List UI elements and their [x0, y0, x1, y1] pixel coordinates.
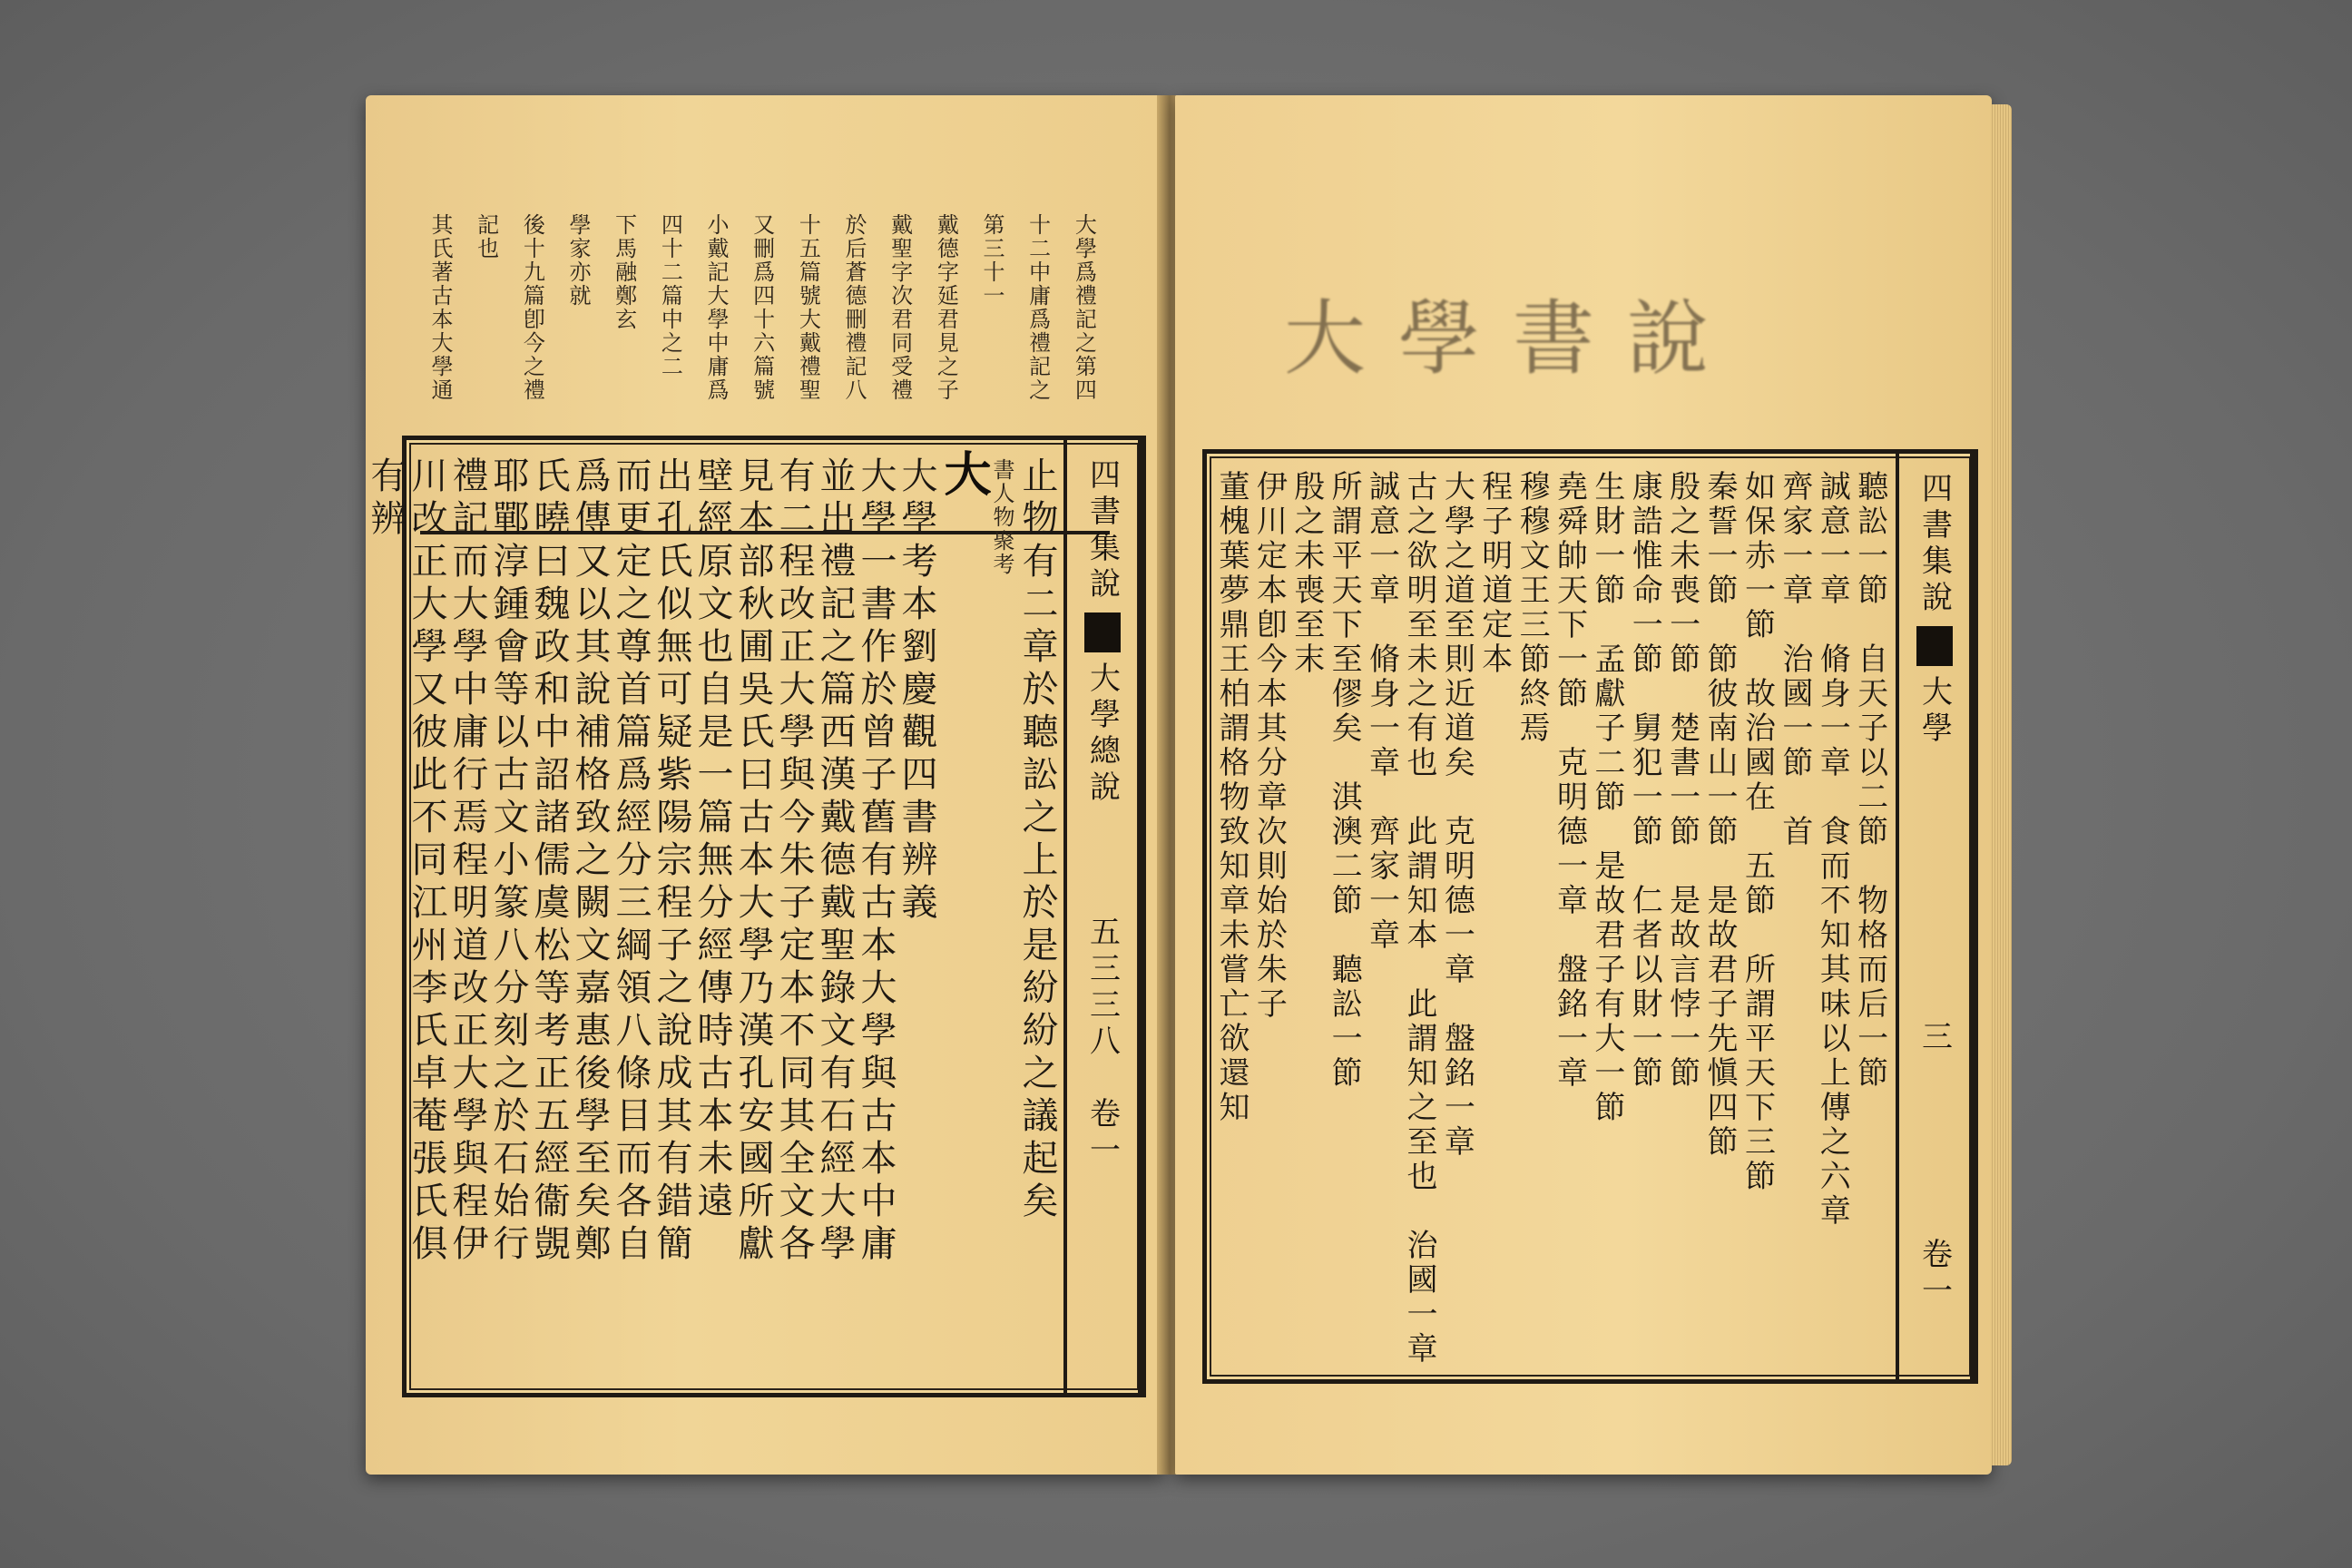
text-column: 董槐葉夢鼎王柏謂格物致知章未嘗亡欲還知: [1213, 470, 1250, 1125]
left-page: [366, 95, 1164, 1475]
note-column: 戴德字延君見之子: [933, 213, 959, 402]
text-column: 齊家一章 治國一節 首: [1776, 470, 1813, 849]
text-column: 川改正大學又彼此不同江州李氏卓菴張氏俱: [406, 456, 447, 1267]
text-column: 誠意一章 脩身一章 齊家一章: [1363, 470, 1400, 953]
text-column: 誠意一章 脩身一章 食而不知其味以上傳之六章: [1814, 470, 1851, 1229]
note-column: 戴聖字次君同受禮: [887, 213, 913, 402]
bleed-through-char: 書: [1513, 291, 1594, 387]
open-book: [358, 95, 2010, 1475]
bleed-through-char: 說: [1627, 291, 1709, 387]
note-column: 第三十一: [979, 213, 1004, 308]
text-column: 堯舜帥天下一節 克明德一章 盤銘一章: [1551, 470, 1588, 1091]
text-column: 古之欲明至未之有也 此謂知本 此謂知之至也 治國一章: [1400, 470, 1437, 1367]
bleed-through-char: 學: [1398, 291, 1480, 387]
band-page-number: 三: [1916, 1020, 1953, 1056]
right-text-frame: [1202, 449, 1978, 1384]
section-heading-char: 大: [936, 449, 991, 498]
left-text-frame: [365, 436, 1146, 1397]
note-column: 四十二篇中之二: [657, 213, 683, 378]
note-column: 其氏著古本大學通: [427, 213, 453, 402]
bleed-through-heading: [1284, 277, 1828, 386]
center-band: [1896, 454, 1974, 1379]
bleed-through-char: 大: [1284, 291, 1366, 387]
center-band: [1063, 440, 1142, 1393]
note-column: 後十九篇卽今之禮: [519, 213, 545, 402]
text-column: 大學之道至則近道矣 克明德一章 盤銘一章: [1438, 470, 1475, 1160]
text-column: 大學一書作於曾子舊有古本大學與古本中庸: [855, 456, 897, 1267]
text-column: 程子明道定本: [1475, 470, 1513, 677]
note-column: 下馬融鄭玄: [611, 213, 637, 331]
band-subtitle: 大學: [1916, 675, 1953, 748]
text-column: 有辨: [365, 456, 407, 542]
band-block-mark: [1084, 612, 1121, 652]
text-column: 爲傳又以其說補格致之闕文嘉惠後學至矣鄭: [569, 456, 611, 1267]
text-column: 大學考本劉慶觀四書辨義: [896, 456, 937, 926]
text-column: 見本部秋圃吳氏曰古本大學乃漢孔安國所獻: [732, 456, 774, 1267]
text-column: 伊川定本卽今本其分章次則始於朱子: [1250, 470, 1288, 1022]
note-column: 於后蒼德刪禮記八: [841, 213, 867, 402]
text-column: 殷之未喪一節 楚書一節 是故言悖一節: [1663, 470, 1700, 1091]
text-column: 禮記而大學中庸行焉程明道改正大學與程伊: [446, 456, 488, 1267]
text-column: 並出禮記之篇西漢戴德戴聖錄文有石經大學: [814, 456, 856, 1267]
text-column: 氏曉曰魏政和中詔諸儒虞松等考正五經衞覬: [528, 456, 570, 1267]
page-edges: [1990, 104, 2012, 1465]
text-column: 止物有二章於聽訟之上於是紛紛之議起矣: [1016, 456, 1058, 1224]
text-column: 生財一節 孟獻子二節 是故君子有大一節: [1588, 470, 1625, 1125]
text-column: 出孔氏似無可疑紫陽宗程子之說成其有錯簡: [651, 456, 692, 1267]
note-column: 十二中庸爲禮記之: [1024, 213, 1051, 402]
band-page-number: 五三三八: [1083, 916, 1121, 1061]
text-column: 康誥惟命一節 舅犯一節 仁者以財一節: [1626, 470, 1663, 1091]
note-column: 記也: [473, 213, 499, 260]
note-column: 十五篇號大戴禮聖: [795, 213, 821, 402]
text-column: 秦誓一節 節彼南山一節 是故君子先愼四節: [1701, 470, 1739, 1160]
note-column: 大學爲禮記之第四: [1071, 213, 1097, 402]
band-block-mark: [1916, 626, 1953, 666]
text-column: 所謂平天下至僇矣 淇澳二節 聽訟一節: [1326, 470, 1363, 1091]
band-title: 四書集說: [1083, 458, 1121, 603]
band-title: 四書集說: [1916, 472, 1953, 617]
text-column: 有二程改正大學與今朱子定本不同其全文各: [773, 456, 815, 1267]
text-column: 聽訟一節 自天子以二節 物格而后一節: [1851, 470, 1888, 1091]
note-column: 小戴記大學中庸爲: [703, 213, 729, 402]
band-volume: 卷一: [1916, 1238, 1953, 1310]
text-column: 殷之未喪至末: [1288, 470, 1325, 677]
text-column: 而更定之尊首篇爲經分三綱領八條目而各自: [610, 456, 652, 1267]
text-column: 穆穆文王三節終焉: [1514, 470, 1551, 746]
band-volume: 卷一: [1083, 1097, 1121, 1170]
text-column: 耶鄲淳鍾會等以古文小篆八分刻之於石始行: [487, 456, 529, 1267]
text-column: 壁經原文也自是一篇無分經傳時古本未遠: [691, 456, 733, 1224]
text-column: 書人物聚考: [989, 458, 1014, 576]
note-column: 學家亦就: [565, 213, 591, 308]
band-subtitle: 大學總說: [1083, 662, 1121, 807]
text-column: 如保赤一節 故治國在 五節 所謂平天下三節: [1739, 470, 1776, 1194]
note-column: 又刪爲四十六篇號: [749, 213, 775, 402]
right-page: [1175, 95, 1992, 1475]
